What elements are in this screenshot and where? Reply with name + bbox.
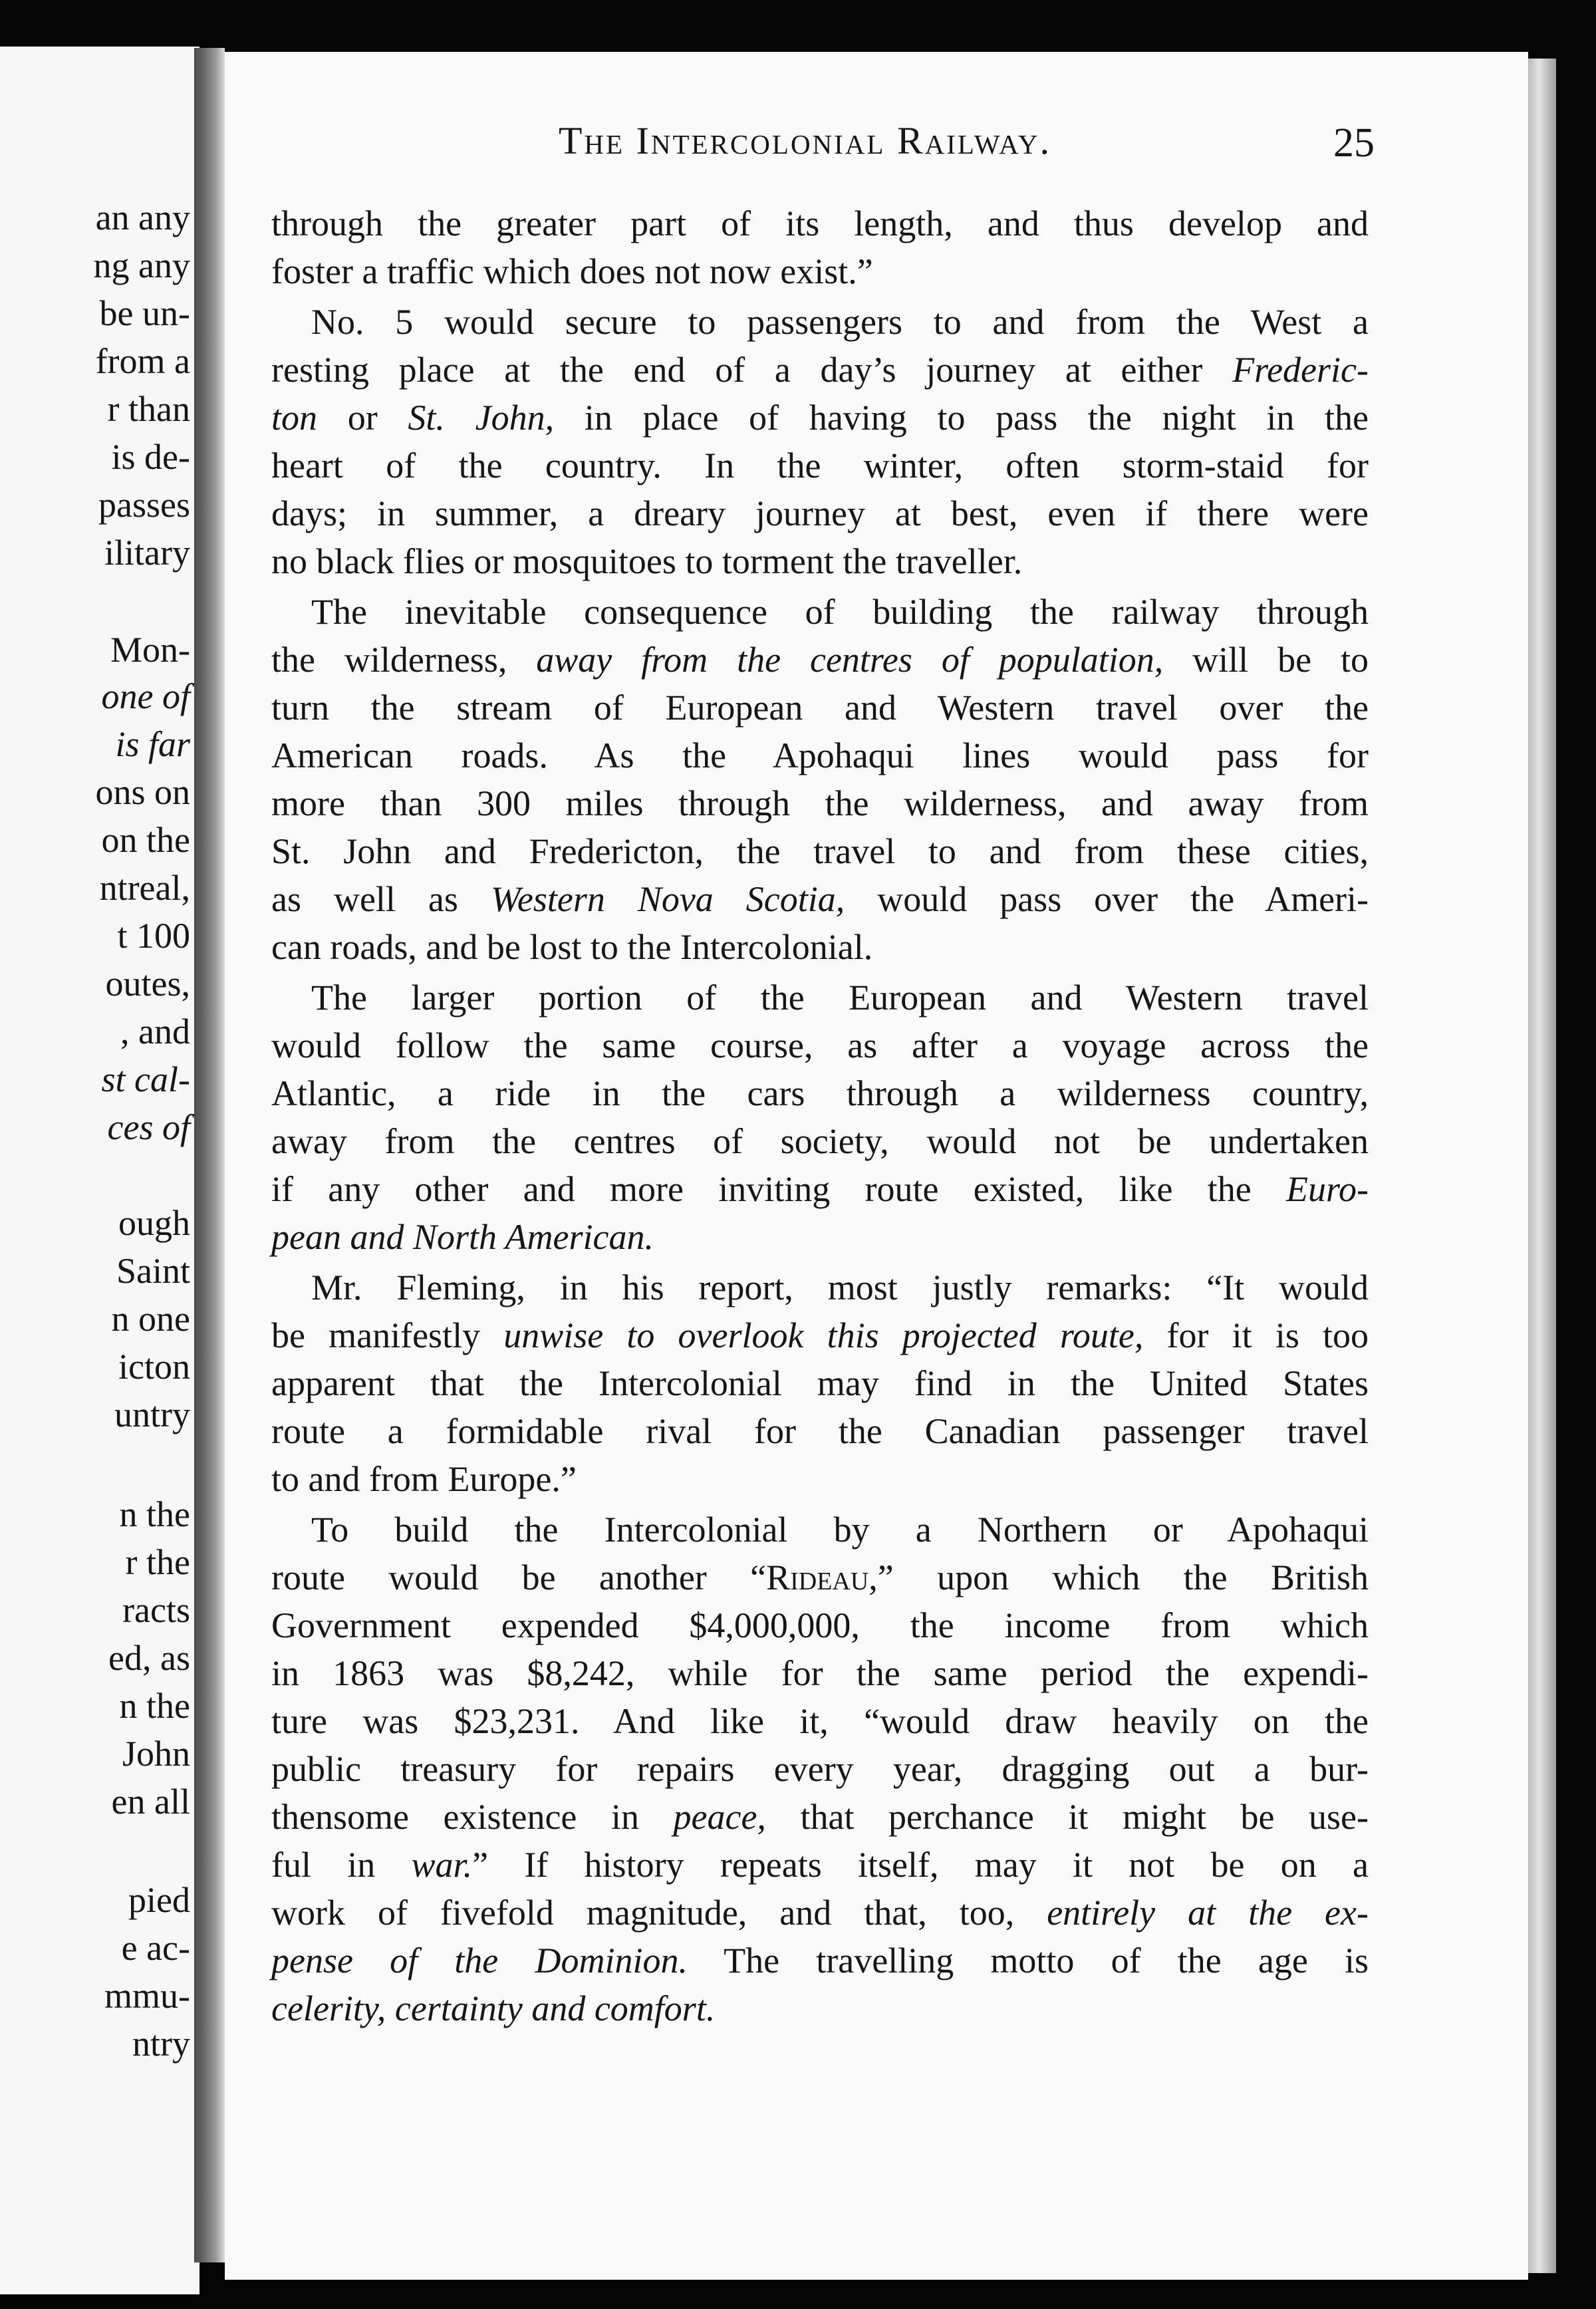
paragraph bbox=[271, 200, 1369, 295]
italic-text: entirely at the ex- bbox=[1047, 1893, 1369, 1933]
previous-page-line: John bbox=[122, 1734, 190, 1774]
text-run: thensome existence in bbox=[271, 1797, 674, 1837]
text-line bbox=[271, 923, 1369, 971]
previous-page-line: ilitary bbox=[104, 533, 190, 573]
text-line bbox=[271, 1984, 1369, 2032]
previous-page-line: st cal- bbox=[101, 1059, 190, 1099]
text-run: that perchance it might be use- bbox=[765, 1797, 1369, 1837]
previous-page-line: Mon- bbox=[110, 630, 190, 670]
paragraph bbox=[271, 974, 1369, 1261]
italic-text: St. John, bbox=[408, 398, 555, 438]
text-run: Atlantic, a ride in the cars through a wilderness country, bbox=[271, 1073, 1369, 1113]
text-run: more than 300 miles through the wilderness, and away from bbox=[271, 783, 1369, 823]
text-line bbox=[271, 1793, 1369, 1841]
text-run: foster a traffic which does not now exist.” bbox=[271, 251, 873, 291]
text-line bbox=[271, 1213, 1369, 1261]
text-run: The larger portion of the European and Western travel bbox=[311, 978, 1369, 1018]
paragraph bbox=[271, 298, 1369, 585]
text-line bbox=[271, 684, 1369, 732]
text-run: to and from Europe.” bbox=[271, 1459, 577, 1499]
previous-page-line: , and bbox=[120, 1012, 190, 1051]
previous-page-line: r than bbox=[107, 389, 190, 429]
previous-page-line: n the bbox=[119, 1686, 190, 1726]
previous-page-line: icton bbox=[118, 1347, 190, 1387]
text-line bbox=[271, 827, 1369, 875]
text-line bbox=[271, 1021, 1369, 1069]
text-run: be manifestly bbox=[271, 1315, 504, 1355]
previous-page-line: n one bbox=[111, 1299, 190, 1339]
italic-text: Euro- bbox=[1286, 1169, 1369, 1209]
previous-page-line: ntreal, bbox=[99, 868, 190, 908]
text-line bbox=[271, 537, 1369, 585]
text-line bbox=[271, 875, 1369, 923]
text-line bbox=[271, 1889, 1369, 1937]
text-run: ” If history repeats itself, may it not be on a bbox=[472, 1845, 1369, 1885]
italic-text: Frederic- bbox=[1232, 350, 1369, 390]
text-run: or bbox=[317, 398, 408, 438]
text-run: route would be another “ bbox=[271, 1558, 767, 1597]
text-line bbox=[271, 1554, 1369, 1601]
text-run: if any other and more inviting route existed, like the bbox=[271, 1169, 1287, 1209]
previous-page-line: r the bbox=[125, 1542, 190, 1582]
text-run: as well as bbox=[271, 879, 491, 919]
text-run: for it is too bbox=[1143, 1315, 1369, 1355]
previous-page-line: ces of bbox=[107, 1107, 190, 1147]
text-run: no black flies or mosquitoes to torment the traveller. bbox=[271, 541, 1023, 581]
text-run: Mr. Fleming, in his report, most justly remarks: “It would bbox=[311, 1268, 1369, 1307]
text-line bbox=[271, 298, 1369, 346]
text-run: ,” upon which the British bbox=[868, 1558, 1369, 1597]
previous-page-line: en all bbox=[111, 1782, 190, 1822]
text-line bbox=[271, 346, 1369, 394]
text-run: St. John and Fredericton, the travel to and from these cities, bbox=[271, 831, 1369, 871]
italic-text: Western Nova Scotia, bbox=[490, 879, 845, 919]
text-line bbox=[271, 1601, 1369, 1649]
text-run: through the greater part of its length, and thus develop and bbox=[271, 204, 1369, 243]
previous-page-line: one of bbox=[101, 676, 190, 716]
text-line bbox=[271, 1649, 1369, 1697]
text-line bbox=[271, 442, 1369, 489]
text-run: can roads, and be lost to the Intercolonial. bbox=[271, 927, 873, 967]
text-run: Government expended $4,000,000, the income from which bbox=[271, 1605, 1369, 1645]
text-line bbox=[271, 1117, 1369, 1165]
text-line bbox=[271, 1311, 1369, 1359]
text-line bbox=[271, 200, 1369, 247]
text-line bbox=[271, 247, 1369, 295]
text-run: No. 5 would secure to passengers to and from the West a bbox=[311, 302, 1369, 342]
text-run: turn the stream of European and Western travel over the bbox=[271, 688, 1369, 728]
previous-page bbox=[0, 47, 200, 2294]
italic-text: unwise to overlook this projected route, bbox=[503, 1315, 1144, 1355]
text-line bbox=[271, 974, 1369, 1021]
text-run: ture was $23,231. And like it, “would draw heavily on the bbox=[271, 1701, 1369, 1741]
previous-page-line: e ac- bbox=[121, 1928, 190, 1968]
text-line bbox=[271, 1841, 1369, 1889]
previous-page-line: untry bbox=[114, 1395, 190, 1434]
text-run: away from the centres of society, would not be undertaken bbox=[271, 1121, 1369, 1161]
previous-page-line: mmu- bbox=[104, 1976, 190, 2016]
previous-page-line: on the bbox=[101, 820, 190, 860]
previous-page-line: ed, as bbox=[108, 1638, 190, 1678]
text-run: ful in bbox=[271, 1845, 412, 1885]
text-run: public treasury for repairs every year, dragging out a bur- bbox=[271, 1749, 1369, 1789]
text-run: To build the Intercolonial by a Northern or Apohaqui bbox=[311, 1510, 1369, 1550]
italic-text: ton bbox=[271, 398, 318, 438]
page-number: 25 bbox=[1333, 120, 1375, 166]
italic-text: pean and North American. bbox=[271, 1217, 654, 1257]
italic-text: celerity, certainty and comfort. bbox=[271, 1988, 716, 2028]
text-run: in 1863 was $8,242, while for the same period the expendi- bbox=[271, 1653, 1369, 1693]
paragraph bbox=[271, 1264, 1369, 1503]
text-line bbox=[271, 1455, 1369, 1503]
text-line bbox=[271, 588, 1369, 636]
previous-page-line: racts bbox=[122, 1590, 190, 1630]
previous-page-line: pied bbox=[128, 1880, 190, 1920]
text-run: resting place at the end of a day’s journey at either bbox=[271, 350, 1233, 390]
previous-page-line: ough bbox=[118, 1203, 190, 1243]
text-line bbox=[271, 636, 1369, 684]
text-line bbox=[271, 1359, 1369, 1407]
text-line bbox=[271, 489, 1369, 537]
previous-page-line: an any bbox=[95, 198, 190, 237]
previous-page-line: from a bbox=[95, 341, 190, 381]
previous-page-line: passes bbox=[98, 485, 190, 525]
text-run: days; in summer, a dreary journey at best, even if there were bbox=[271, 493, 1369, 533]
text-line bbox=[271, 1165, 1369, 1213]
italic-text: pense of the Dominion. bbox=[271, 1941, 688, 1980]
text-line bbox=[271, 1069, 1369, 1117]
text-run: apparent that the Intercolonial may find in the United States bbox=[271, 1363, 1369, 1403]
previous-page-line: be un- bbox=[99, 293, 190, 333]
paragraph bbox=[271, 588, 1369, 971]
text-run: heart of the country. In the winter, often storm-staid for bbox=[271, 446, 1369, 485]
text-run: will be to bbox=[1163, 640, 1369, 680]
italic-text: away from the centres of population, bbox=[536, 640, 1164, 680]
book-gutter bbox=[194, 48, 225, 2262]
text-run: work of fivefold magnitude, and that, too, bbox=[271, 1893, 1047, 1933]
text-run: the wilderness, bbox=[271, 640, 537, 680]
previous-page-line: outes, bbox=[105, 964, 190, 1004]
text-line bbox=[271, 1745, 1369, 1793]
text-line bbox=[271, 394, 1369, 442]
text-line bbox=[271, 732, 1369, 779]
text-line bbox=[271, 1697, 1369, 1745]
previous-page-line: ng any bbox=[93, 245, 190, 285]
text-line bbox=[271, 1264, 1369, 1311]
previous-page-line: is far bbox=[115, 724, 190, 764]
paragraph bbox=[271, 1506, 1369, 2032]
text-run: American roads. As the Apohaqui lines would pass for bbox=[271, 736, 1369, 775]
previous-page-line: is de- bbox=[111, 437, 190, 477]
text-run: would follow the same course, as after a voyage across the bbox=[271, 1025, 1369, 1065]
previous-page-line: n the bbox=[119, 1494, 190, 1534]
text-line bbox=[271, 1506, 1369, 1554]
italic-text: war. bbox=[411, 1845, 473, 1885]
body-text bbox=[271, 200, 1369, 2032]
text-run: The travelling motto of the age is bbox=[687, 1941, 1369, 1980]
small-caps-text: Rideau bbox=[766, 1558, 869, 1597]
page-edge bbox=[1528, 59, 1556, 2273]
running-head: The Intercolonial Railway. bbox=[559, 119, 1052, 162]
text-line bbox=[271, 779, 1369, 827]
text-line bbox=[271, 1407, 1369, 1455]
text-run: route a formidable rival for the Canadian passenger travel bbox=[271, 1411, 1369, 1451]
previous-page-line: Saint bbox=[116, 1251, 190, 1291]
previous-page-line: t 100 bbox=[117, 916, 190, 956]
text-run: would pass over the Ameri- bbox=[845, 879, 1369, 919]
previous-page-line: ons on bbox=[95, 772, 190, 812]
text-run: in place of having to pass the night in the bbox=[554, 398, 1369, 438]
text-line bbox=[271, 1937, 1369, 1984]
text-run: The inevitable consequence of building the railway through bbox=[311, 592, 1369, 632]
previous-page-line: ntry bbox=[132, 2024, 190, 2064]
italic-text: peace, bbox=[673, 1797, 766, 1837]
